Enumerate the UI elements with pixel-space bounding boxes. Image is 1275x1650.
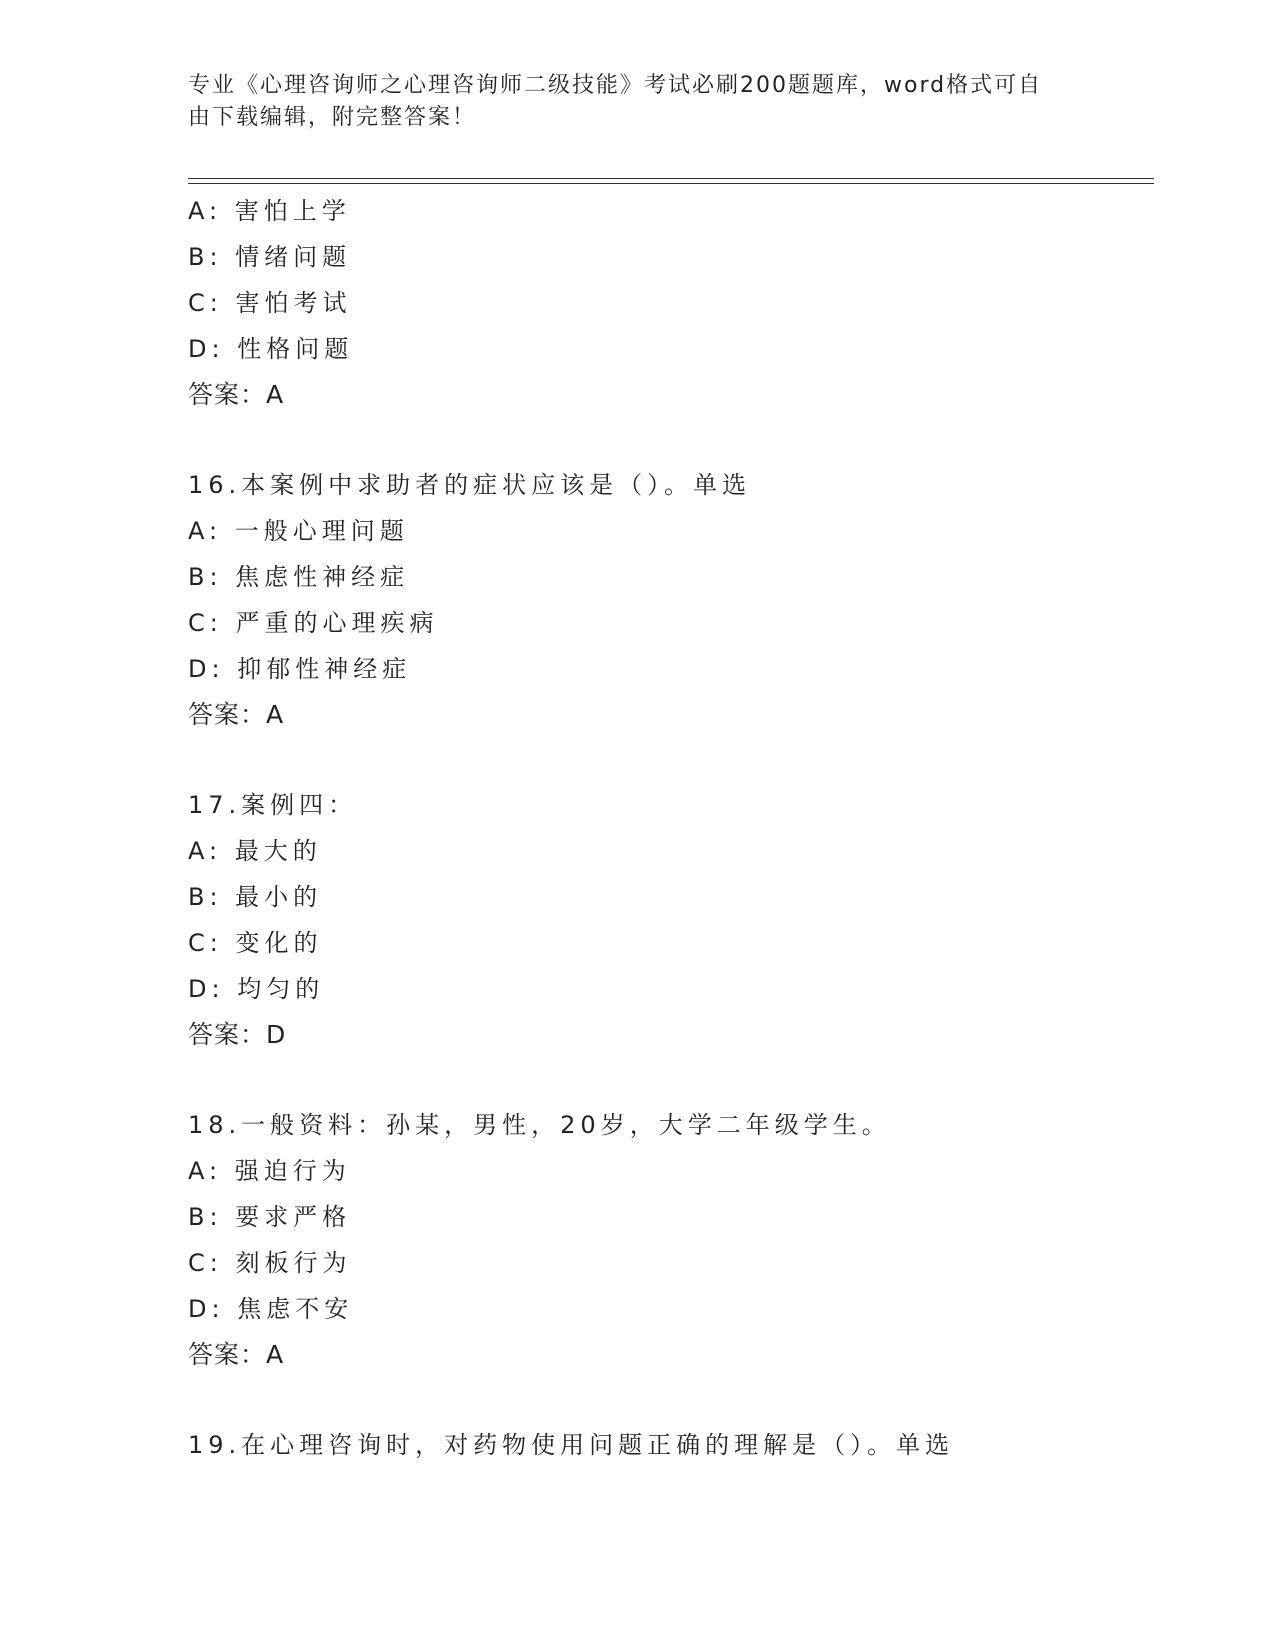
question-list bbox=[188, 188, 1148, 1468]
question-block-16 bbox=[188, 462, 1148, 738]
question-stem: 19.在心理咨询时，对药物使用问题正确的理解是（）。单选 bbox=[188, 1431, 955, 1459]
option-d: D: 性格问题 bbox=[188, 335, 354, 363]
answer-line: 答案：A bbox=[188, 380, 285, 409]
option-c: C: 变化的 bbox=[188, 929, 323, 957]
question-stem: 17.案例四： bbox=[188, 791, 358, 819]
option-b: B: 焦虑性神经症 bbox=[188, 563, 410, 591]
question-block-18 bbox=[188, 1102, 1148, 1378]
option-a: A: 一般心理问题 bbox=[188, 517, 409, 545]
spacer bbox=[188, 1378, 1148, 1422]
option-b: B: 情绪问题 bbox=[188, 243, 352, 271]
option-a: A: 害怕上学 bbox=[188, 197, 351, 225]
document-header bbox=[188, 70, 1068, 134]
option-d: D: 均匀的 bbox=[188, 975, 325, 1003]
option-c: C: 害怕考试 bbox=[188, 289, 352, 317]
spacer bbox=[188, 418, 1148, 462]
option-a: A: 强迫行为 bbox=[188, 1157, 351, 1185]
header-divider-bottom bbox=[188, 183, 1154, 184]
header-line-1: 专业《心理咨询师之心理咨询师二级技能》考试必刷200题题库，word格式可自 bbox=[188, 73, 1043, 98]
option-d: D: 抑郁性神经症 bbox=[188, 655, 412, 683]
question-stem: 16.本案例中求助者的症状应该是（）。单选 bbox=[188, 471, 752, 499]
answer-line: 答案：D bbox=[188, 1020, 287, 1049]
spacer bbox=[188, 738, 1148, 782]
answer-line: 答案：A bbox=[188, 1340, 285, 1369]
option-c: C: 严重的心理疾病 bbox=[188, 609, 439, 637]
option-c: C: 刻板行为 bbox=[188, 1249, 352, 1277]
option-d: D: 焦虑不安 bbox=[188, 1295, 354, 1323]
answer-line: 答案：A bbox=[188, 700, 285, 729]
question-stem: 18.一般资料：孙某，男性，20岁，大学二年级学生。 bbox=[188, 1111, 891, 1139]
question-block-19 bbox=[188, 1422, 1148, 1468]
question-block-15 bbox=[188, 188, 1148, 418]
option-b: B: 要求严格 bbox=[188, 1203, 352, 1231]
header-line-2: 由下载编辑，附完整答案！ bbox=[188, 105, 477, 130]
question-block-17 bbox=[188, 782, 1148, 1058]
option-b: B: 最小的 bbox=[188, 883, 323, 911]
option-a: A: 最大的 bbox=[188, 837, 322, 865]
spacer bbox=[188, 1058, 1148, 1102]
header-divider-top bbox=[188, 178, 1154, 179]
